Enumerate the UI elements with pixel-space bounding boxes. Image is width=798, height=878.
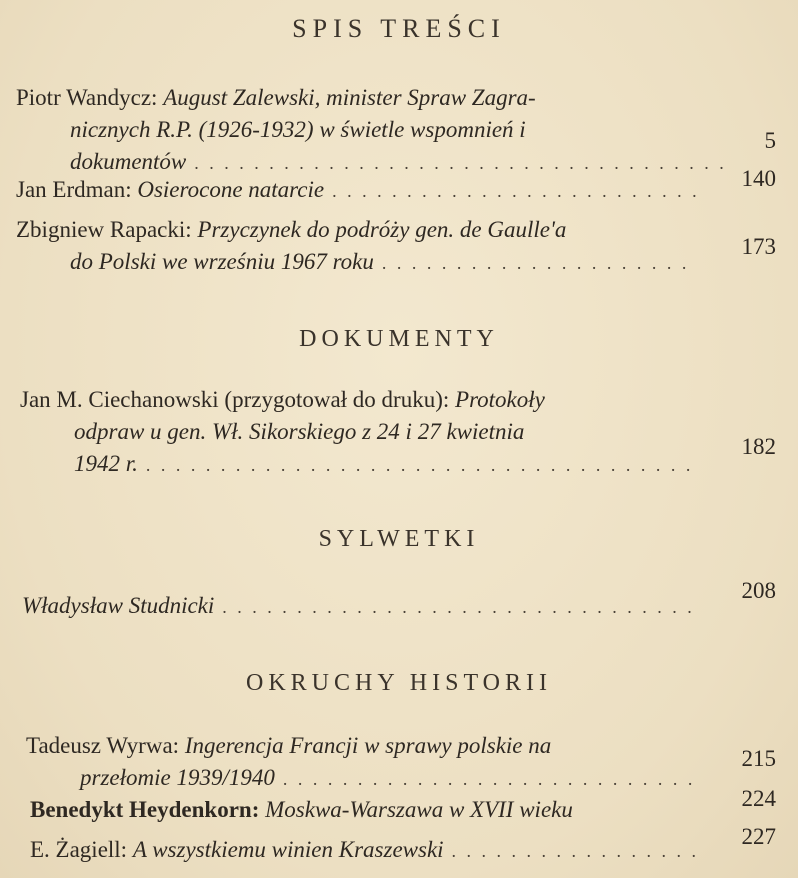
- toc-line: [20, 384, 780, 416]
- entry-author: Benedykt Heydenkorn:: [30, 797, 260, 822]
- entry-title: Osierocone natarcie: [137, 177, 325, 202]
- toc-line: [20, 416, 780, 448]
- documents-heading: DOKUMENTY: [299, 326, 499, 352]
- toc-entry: [16, 174, 776, 207]
- entry-author: E. Żagiell:: [30, 837, 128, 862]
- toc-entry: [30, 794, 730, 826]
- entry-title: dokumentów: [70, 149, 187, 174]
- toc-line: [16, 246, 776, 279]
- toc-line: [16, 114, 776, 146]
- leader-dots: [283, 763, 698, 795]
- page-number: 227: [741, 824, 776, 849]
- entry-title: Ingerencja Francji w sprawy polskie na: [184, 733, 552, 758]
- entry-title: odpraw u gen. Wł. Sikorskiego z 24 i 27 kwietnia: [74, 419, 525, 444]
- entry-title: Władysław Studnicki: [22, 593, 215, 618]
- entry-author: Jan M. Ciechanowski (przygotował do druku):: [20, 387, 450, 412]
- leader-dots: [332, 175, 698, 207]
- toc-line: [20, 448, 780, 481]
- leader-dots: [452, 835, 702, 867]
- toc-entry: [22, 590, 702, 623]
- page-number: 182: [741, 434, 776, 459]
- entry-title: Protokoły: [455, 387, 545, 412]
- toc-line: [16, 214, 776, 246]
- page-number: 5: [764, 128, 776, 153]
- toc-entry: [16, 82, 776, 179]
- toc-line: [22, 590, 702, 623]
- toc-line: [26, 730, 786, 762]
- fragments-heading: OKRUCHY HISTORII: [245, 670, 552, 696]
- page-number: 224: [741, 786, 776, 811]
- toc-line: [16, 174, 706, 207]
- toc-entry: [20, 384, 780, 481]
- contents-heading: SPIS TREŚCI: [292, 14, 506, 43]
- toc-entry: [26, 730, 786, 795]
- entry-title: Moskwa-Warszawa w XVII wieku: [265, 797, 573, 822]
- entry-title: Przyczynek do podróży gen. de Gaulle'a: [197, 217, 567, 242]
- entry-title: do Polski we wrześniu 1967 roku: [70, 249, 374, 274]
- toc-entry: [30, 834, 710, 867]
- page-number: 208: [741, 578, 776, 603]
- toc-line: [26, 762, 786, 795]
- entry-author: Tadeusz Wyrwa:: [26, 733, 180, 758]
- entry-author: Zbigniew Rapacki:: [16, 217, 192, 242]
- leader-dots: [222, 591, 694, 623]
- page-number: 140: [741, 166, 776, 191]
- toc-line: [30, 794, 730, 826]
- profiles-heading: SYLWETKI: [318, 526, 480, 552]
- page-number: 215: [741, 746, 776, 771]
- toc-entry: [16, 214, 776, 279]
- page-number: 173: [741, 234, 776, 259]
- entry-title: 1942 r.: [74, 451, 138, 476]
- entry-title: przełomie 1939/1940: [80, 765, 275, 790]
- entry-title: August Zalewski, minister Spraw Zagra-: [163, 85, 536, 110]
- entry-title: A wszystkiemu winien Kraszewski: [132, 837, 444, 862]
- entry-author: Jan Erdman:: [16, 177, 132, 202]
- leader-dots: [146, 449, 692, 481]
- entry-title: nicznych R.P. (1926-1932) w świetle wspomnień i: [70, 117, 526, 142]
- entry-author: Piotr Wandycz:: [16, 85, 158, 110]
- leader-dots: [382, 247, 688, 279]
- toc-line: [16, 82, 776, 114]
- toc-line: [30, 834, 710, 867]
